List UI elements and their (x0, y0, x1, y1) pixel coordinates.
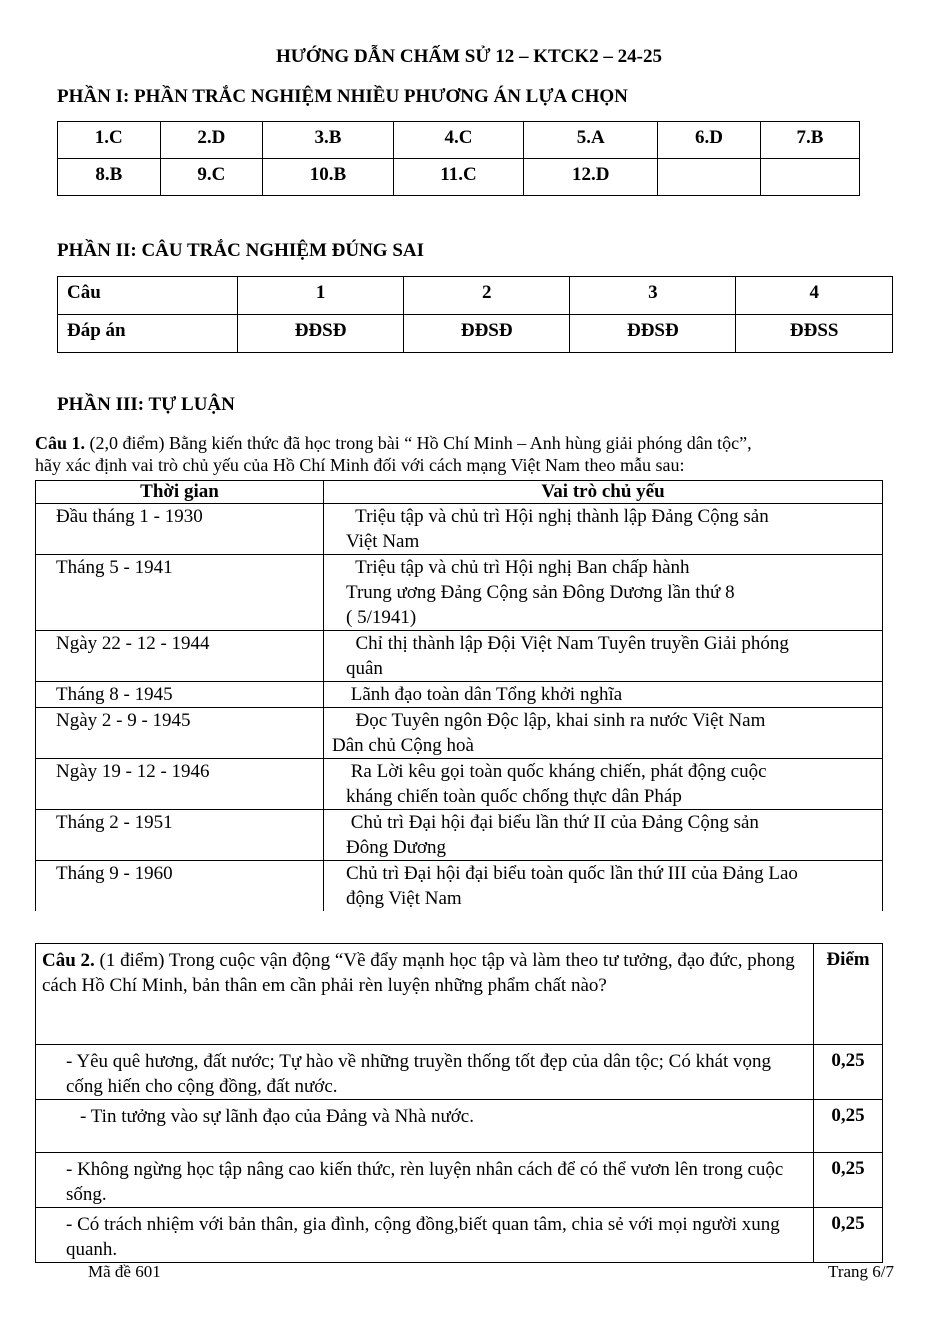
table-row (36, 759, 883, 810)
question-number: 2 (404, 277, 570, 315)
answer-cell: 10.B (263, 159, 394, 196)
time-cell: Đầu tháng 1 - 1930 (36, 504, 324, 555)
answer-cell (760, 159, 859, 196)
table-row (36, 682, 883, 708)
answer-cell: 5.A (524, 122, 658, 159)
table-row (58, 159, 860, 196)
part3-heading: PHẦN III: TỰ LUẬN (57, 394, 235, 415)
row-header-cau: Câu (58, 277, 238, 315)
answer-cell: 2.D (160, 122, 263, 159)
time-cell: Tháng 5 - 1941 (36, 555, 324, 631)
points-cell: 0,25 (814, 1208, 883, 1263)
question-2-prompt: Câu 2. (1 điểm) Trong cuộc vận động “Về đẩy mạnh học tập và làm theo tư tưởng, đạo đức, phong cách Hồ Chí Minh, bản thân em cần phải rèn luyện những phẩm chất nào? (36, 944, 814, 1045)
question-2-label: Câu 2. (42, 950, 95, 971)
answer-item: - Tin tưởng vào sự lãnh đạo của Đảng và Nhà nước. (36, 1100, 814, 1153)
answer-item: - Có trách nhiệm với bản thân, gia đình, cộng đồng,biết quan tâm, chia sẻ với mọi người xung quanh. (36, 1208, 814, 1263)
table-row (36, 1208, 883, 1263)
question-1-line2: hãy xác định vai trò chủ yếu của Hồ Chí Minh đối với cách mạng Việt Nam theo mẫu sau: (35, 455, 685, 475)
points-cell: 0,25 (814, 1100, 883, 1153)
answer-key: ĐĐSS (736, 315, 893, 353)
question-1-label: Câu 1. (35, 433, 86, 453)
role-cell: Ra Lời kêu gọi toàn quốc kháng chiến, phát động cuộc kháng chiến toàn quốc chống thực dân Pháp (324, 759, 883, 810)
role-cell: Đọc Tuyên ngôn Độc lập, khai sinh ra nước Việt Nam Dân chủ Cộng hoà (324, 708, 883, 759)
part1-answer-table (57, 121, 860, 196)
time-cell: Ngày 22 - 12 - 1944 (36, 631, 324, 682)
answer-item: - Không ngừng học tập nâng cao kiến thức, rèn luyện nhân cách để có thể vươn lên trong cuộc sống. (36, 1153, 814, 1208)
table-row (36, 708, 883, 759)
answer-cell: 6.D (658, 122, 761, 159)
time-cell: Tháng 8 - 1945 (36, 682, 324, 708)
points-header: Điểm (814, 944, 883, 1045)
answer-cell: 7.B (760, 122, 859, 159)
question-2-table (35, 943, 883, 1263)
table-row (58, 122, 860, 159)
points-cell: 0,25 (814, 1045, 883, 1100)
table-row (36, 555, 883, 631)
table-row (36, 861, 883, 912)
role-cell: Lãnh đạo toàn dân Tổng khởi nghĩa (324, 682, 883, 708)
answer-cell: 3.B (263, 122, 394, 159)
role-cell: Chủ trì Đại hội đại biểu toàn quốc lần thứ III của Đảng Lao động Việt Nam (324, 861, 883, 912)
answer-cell: 9.C (160, 159, 263, 196)
answer-item: - Yêu quê hương, đất nước; Tự hào về những truyền thống tốt đẹp của dân tộc; Có khát vọng cống hiến cho cộng đồng, đất nước. (36, 1045, 814, 1100)
role-cell: Triệu tập và chủ trì Hội nghị thành lập Đảng Cộng sản Việt Nam (324, 504, 883, 555)
page-number: Trang 6/7 (828, 1262, 894, 1281)
answer-cell: 4.C (393, 122, 524, 159)
exam-code: Mã đề 601 (88, 1262, 161, 1281)
table-header-row (36, 944, 883, 1045)
table-row (36, 504, 883, 555)
role-cell: Chủ trì Đại hội đại biểu lần thứ II của Đảng Cộng sản Đông Dương (324, 810, 883, 861)
time-cell: Tháng 2 - 1951 (36, 810, 324, 861)
answer-cell: 12.D (524, 159, 658, 196)
time-cell: Ngày 2 - 9 - 1945 (36, 708, 324, 759)
part1-heading: PHẦN I: PHẦN TRẮC NGHIỆM NHIỀU PHƯƠNG ÁN LỰA CHỌN (57, 86, 628, 107)
answer-key: ĐĐSĐ (238, 315, 404, 353)
table-row (36, 1045, 883, 1100)
question-1-line1: Câu 1. (2,0 điểm) Bằng kiến thức đã học trong bài “ Hồ Chí Minh – Anh hùng giải phóng dân tộc”, (35, 433, 752, 453)
role-cell: Chỉ thị thành lập Đội Việt Nam Tuyên truyền Giải phóng quân (324, 631, 883, 682)
question-number: 3 (570, 277, 736, 315)
role-cell: Triệu tập và chủ trì Hội nghị Ban chấp hành Trung ương Đảng Cộng sản Đông Dương lần thứ 8 ( 5/1941) (324, 555, 883, 631)
answer-key: ĐĐSĐ (570, 315, 736, 353)
document-title: HƯỚNG DẪN CHẤM SỬ 12 – KTCK2 – 24-25 (276, 46, 662, 67)
part2-heading: PHẦN II: CÂU TRẮC NGHIỆM ĐÚNG SAI (57, 240, 425, 261)
points-cell: 0,25 (814, 1153, 883, 1208)
table-row (36, 1100, 883, 1153)
question-number: 1 (238, 277, 404, 315)
answer-key: ĐĐSĐ (404, 315, 570, 353)
table-row (58, 277, 893, 315)
table-row (58, 315, 893, 353)
column-header-time: Thời gian (36, 481, 324, 504)
answer-cell (658, 159, 761, 196)
part2-answer-table (57, 276, 893, 353)
time-cell: Tháng 9 - 1960 (36, 861, 324, 912)
table-row (36, 631, 883, 682)
answer-cell: 8.B (58, 159, 161, 196)
column-header-role: Vai trò chủ yếu (324, 481, 883, 504)
question-number: 4 (736, 277, 893, 315)
answer-cell: 11.C (393, 159, 524, 196)
answer-cell: 1.C (58, 122, 161, 159)
row-header-dap-an: Đáp án (58, 315, 238, 353)
table-row (36, 810, 883, 861)
table-row (36, 1153, 883, 1208)
table-header-row (36, 481, 883, 504)
question-1-prompt (35, 432, 915, 476)
question-1-table (35, 480, 883, 911)
time-cell: Ngày 19 - 12 - 1946 (36, 759, 324, 810)
